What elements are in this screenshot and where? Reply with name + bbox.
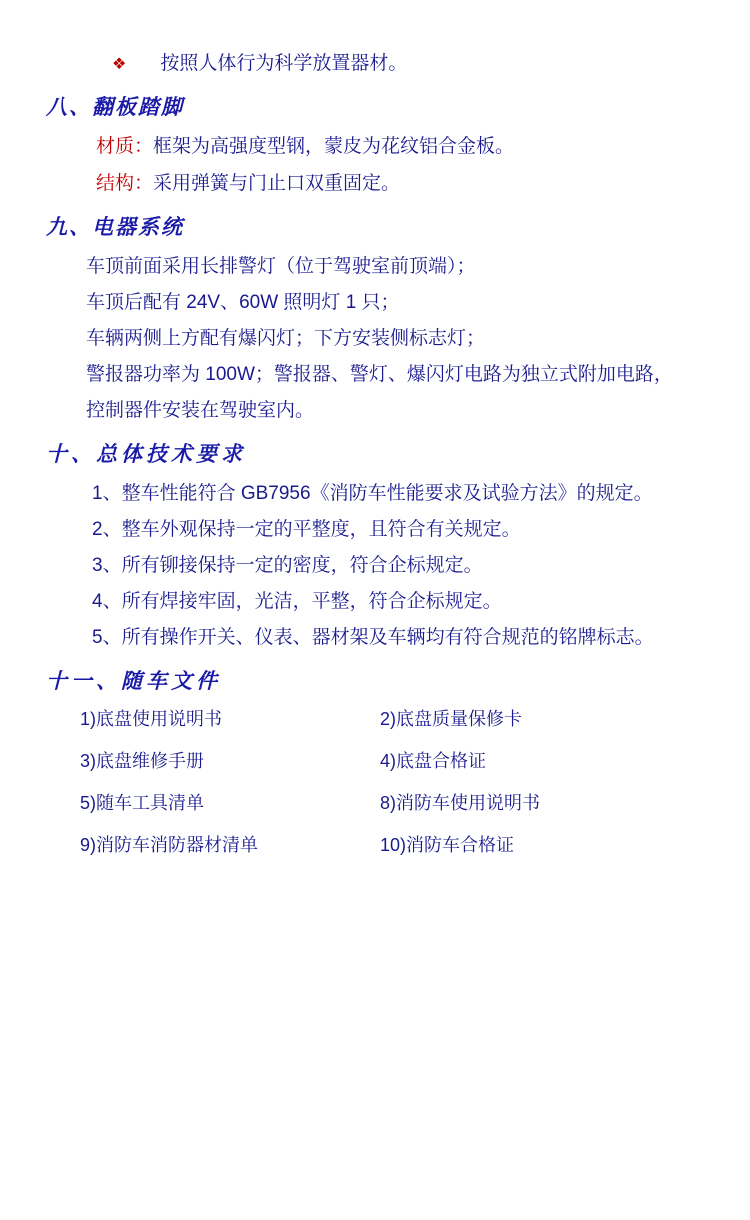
spec-body-structure: 采用弹簧与门止口双重固定。 xyxy=(153,173,401,194)
spec-label-material: 材质： xyxy=(96,136,154,157)
spec-item-material xyxy=(96,131,714,158)
requirement-item-4: 4、所有焊接牢固，光洁，平整，符合企标规定。 xyxy=(92,591,502,612)
diamond-bullet-icon: ❖ xyxy=(112,56,127,73)
list-item xyxy=(80,789,680,815)
spec-item-structure xyxy=(96,168,714,195)
requirement-item-1: 1、整车性能符合 GB7956《消防车性能要求及试验方法》的规定。 xyxy=(92,483,653,504)
electrical-line-1: 车顶前面采用长排警灯（位于驾驶室前顶端）； xyxy=(86,256,476,277)
doc-item-8: 8)消防车使用说明书 xyxy=(380,793,541,813)
doc-item-4: 4)底盘合格证 xyxy=(380,751,487,771)
doc-item-2: 2)底盘质量保修卡 xyxy=(380,709,523,729)
electrical-line-2: 车顶后配有 24V、60W 照明灯 1 只； xyxy=(86,292,400,313)
list-item xyxy=(80,705,680,731)
bullet-line xyxy=(36,48,714,75)
electrical-line-4: 警报器功率为 100W；警报器、警灯、爆闪灯电路为独立式附加电路， xyxy=(86,364,673,385)
section-heading-11: 十一、随车文件 xyxy=(46,669,221,693)
spec-body-material: 框架为高强度型钢，蒙皮为花纹铝合金板。 xyxy=(153,136,515,157)
electrical-line-5: 控制器件安装在驾驶室内。 xyxy=(86,400,315,421)
spec-label-structure: 结构： xyxy=(96,173,154,194)
requirement-item-5: 5、所有操作开关、仪表、器材架及车辆均有符合规范的铭牌标志。 xyxy=(92,627,654,648)
electrical-line-3: 车辆两侧上方配有爆闪灯；下方安装侧标志灯； xyxy=(86,328,486,349)
doc-item-5: 5)随车工具清单 xyxy=(80,793,205,813)
requirement-item-3: 3、所有铆接保持一定的密度，符合企标规定。 xyxy=(92,555,483,576)
doc-item-10: 10)消防车合格证 xyxy=(380,835,515,855)
list-item xyxy=(80,831,680,857)
doc-item-1: 1)底盘使用说明书 xyxy=(80,709,223,729)
section-heading-8: 八、翻板踏脚 xyxy=(46,95,184,119)
doc-item-3: 3)底盘维修手册 xyxy=(80,751,205,771)
section-heading-10: 十、总体技术要求 xyxy=(46,442,246,466)
section-heading-9: 九、电器系统 xyxy=(46,215,184,239)
accompanying-documents-list xyxy=(80,705,680,857)
doc-item-9: 9)消防车消防器材清单 xyxy=(80,835,259,855)
bullet-text: 按照人体行为科学放置器材。 xyxy=(160,53,408,74)
list-item xyxy=(80,747,680,773)
requirement-item-2: 2、整车外观保持一定的平整度，且符合有关规定。 xyxy=(92,519,521,540)
